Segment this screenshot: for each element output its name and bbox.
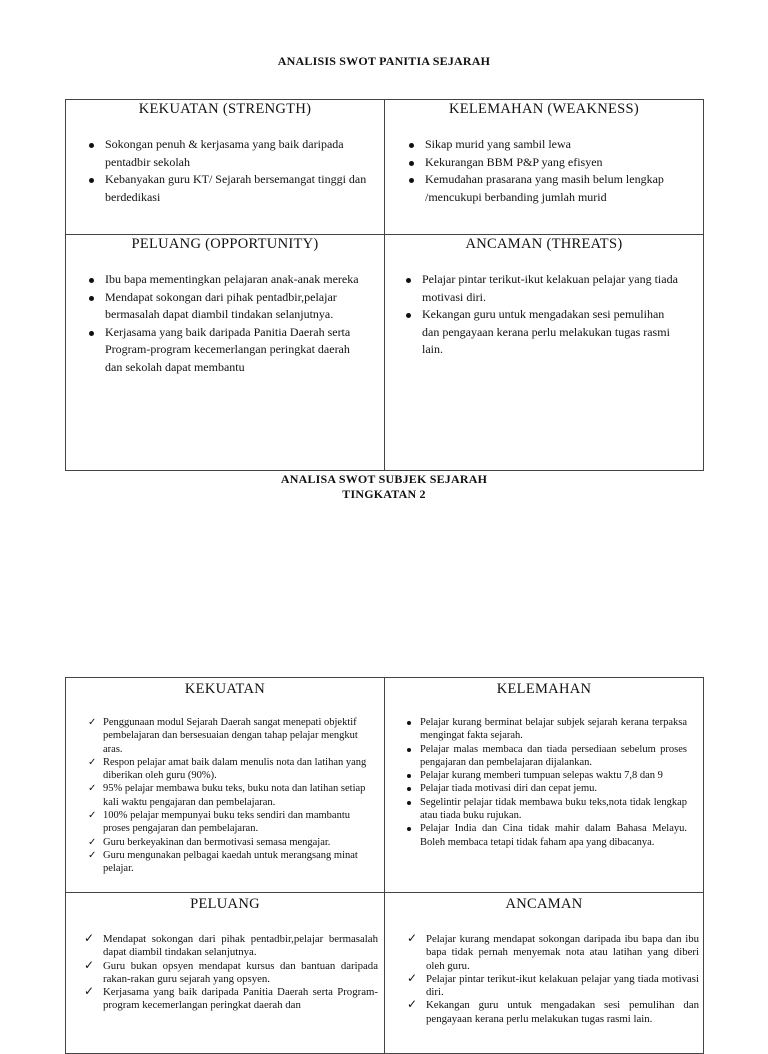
weakness-heading: KELEMAHAN (WEAKNESS) — [448, 101, 640, 117]
list-item: Pelajar kurang memberi tumpuan selepas waktu 7,8 dan 9 — [405, 769, 687, 782]
list-item: Pelajar kurang berminat belajar subjek sejarah kerana terpaksa mengingat fakta sejarah. — [405, 716, 687, 743]
list-item: Kekurangan BBM P&P yang efisyen — [406, 154, 689, 172]
list-item: ✓ Kekangan guru untuk mengadakan sesi pemulihan dan pengayaan kerana perlu melakukan tugas rasmi lain. — [407, 999, 699, 1026]
list-item: Kemudahan prasarana yang masih belum lengkap /mencukupi berbanding jumlah murid — [406, 171, 689, 206]
weakness-cell — [385, 100, 704, 235]
section-title-line2: TINGKATAN 2 — [342, 487, 426, 501]
list-item: Pelajar pintar terikut-ikut kelakuan pelajar yang tiada motivasi diri. — [403, 271, 679, 306]
list-item: ✓ Respon pelajar amat baik dalam menulis nota dan latihan yang diberikan oleh guru (90%). — [88, 756, 370, 783]
kekuatan-list — [66, 700, 384, 876]
list-item: Kerjasama yang baik daripada Panitia Daerah serta Program-program kecemerlangan peringkat daerah dan sekolah dapat membantu — [86, 324, 370, 377]
section-title — [0, 472, 768, 502]
opportunity-heading: PELUANG (OPPORTUNITY) — [131, 236, 319, 252]
list-item: ✓ Pelajar kurang mendapat sokongan daripada ibu bapa dan ibu bapa tidak pernah menyemak nota atau latihan yang diberi oleh guru. — [407, 933, 699, 973]
strength-list — [66, 120, 384, 206]
swot-table-tingkatan-2 — [65, 677, 704, 1054]
list-item: ✓ 95% pelajar membawa buku teks, buku nota dan latihan setiap kali waktu pengajaran dan pembelajaran. — [88, 782, 370, 809]
list-item: Pelajar malas membaca dan tiada persediaan sebelum proses pengajaran dan pembelajaran dijalankan. — [405, 743, 687, 770]
list-item: Ibu bapa mementingkan pelajaran anak-anak mereka — [86, 271, 370, 289]
list-item: Pelajar India dan Cina tidak mahir dalam Bahasa Melayu. Boleh membaca tetapi tidak faham apa yang dibacanya. — [405, 822, 687, 849]
document-title: ANALISIS SWOT PANITIA SEJARAH — [277, 54, 491, 68]
peluang-list — [66, 915, 384, 1013]
peluang-cell — [66, 893, 385, 1054]
list-item: ✓ Guru berkeyakinan dan bermotivasi semasa mengajar. — [88, 836, 370, 849]
list-item: Kekangan guru untuk mengadakan sesi pemulihan dan pengayaan kerana perlu melakukan tugas rasmi lain. — [403, 306, 679, 359]
ancaman-heading: ANCAMAN — [505, 896, 583, 912]
list-item: Kebanyakan guru KT/ Sejarah bersemangat tinggi dan berdedikasi — [86, 171, 370, 206]
list-item: Mendapat sokongan dari pihak pentadbir,pelajar bermasalah dapat diambil tindakan selanjutnya. — [86, 289, 370, 324]
list-item: Sikap murid yang sambil lewa — [406, 136, 689, 154]
ancaman-cell — [385, 893, 704, 1054]
list-item: ✓ 100% pelajar mempunyai buku teks sendiri dan mambantu proses pengajaran dan pembelajaran. — [88, 809, 370, 836]
kekuatan-cell — [66, 678, 385, 893]
threats-cell — [385, 235, 704, 471]
list-item: ✓ Pelajar pintar terikut-ikut kelakuan pelajar yang tiada motivasi diri. — [407, 973, 699, 1000]
list-item: Segelintir pelajar tidak membawa buku teks,nota tidak lengkap atau tiada buku rujukan. — [405, 796, 687, 823]
weakness-list — [385, 120, 703, 206]
kelemahan-cell — [385, 678, 704, 893]
section-title-line1: ANALISA SWOT SUBJEK SEJARAH — [280, 472, 488, 486]
strength-cell — [66, 100, 385, 235]
kelemahan-list — [385, 700, 703, 849]
list-item: ✓ Kerjasama yang baik daripada Panitia Daerah serta Program-program kecemerlangan peringkat daerah dan — [84, 986, 378, 1013]
opportunity-list — [66, 255, 384, 376]
list-item: ✓ Penggunaan modul Sejarah Daerah sangat menepati objektif pembelajaran dan bersesuaian dengan tahap pelajar mengkut aras. — [88, 716, 370, 756]
opportunity-cell — [66, 235, 385, 471]
list-item: ✓ Mendapat sokongan dari pihak pentadbir,pelajar bermasalah dapat diambil tindakan selanjutnya. — [84, 933, 378, 960]
kekuatan-heading: KEKUATAN — [184, 681, 266, 697]
list-item: ✓ Guru bukan opsyen mendapat kursus dan bantuan daripada rakan-rakan guru sejarah yang opsyen. — [84, 960, 378, 987]
ancaman-list — [385, 915, 703, 1026]
strength-heading: KEKUATAN (STRENGTH) — [138, 101, 312, 117]
peluang-heading: PELUANG — [190, 896, 260, 912]
list-item: Sokongan penuh & kerjasama yang baik daripada pentadbir sekolah — [86, 136, 370, 171]
kelemahan-heading: KELEMAHAN — [496, 681, 592, 697]
swot-table-panitia — [65, 99, 704, 471]
threats-list — [385, 255, 703, 359]
list-item: Pelajar tiada motivasi diri dan cepat jemu. — [405, 782, 687, 795]
threats-heading: ANCAMAN (THREATS) — [465, 236, 623, 252]
list-item: ✓ Guru mengunakan pelbagai kaedah untuk merangsang minat pelajar. — [88, 849, 370, 876]
